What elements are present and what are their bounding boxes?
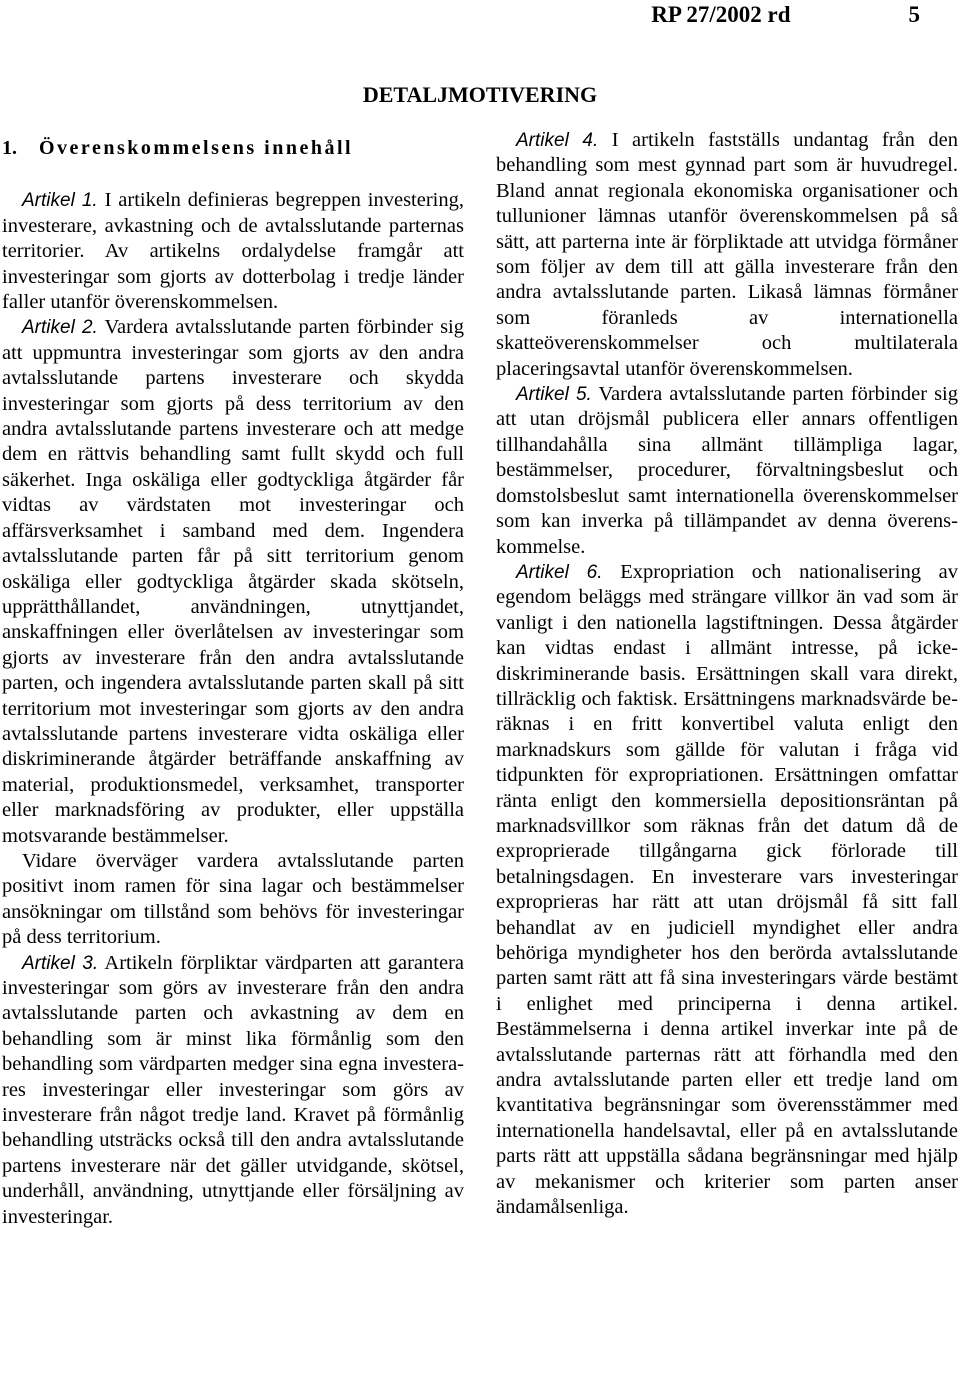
article-label: Artikel 1.: [22, 190, 98, 212]
paragraph-artikel-1: [2, 188, 464, 315]
paragraph-artikel-6: [496, 560, 958, 1221]
paragraph-text: Expropriation och nationalisering av egendom beläggs med strängare villkor än vad som är vanligt i den nationella lagstiftningen. Dessa åtgärder kan vidtas endast i allmänt intresse, på icke-diskriminerande basis. Ersättningen skall vara direkt, tillräcklig och faktisk. Ersättningens marknadsvärde beräknas i en fritt konvertibel valuta enligt den marknadskurs som gällde för valutan i fråga vid tidpunkten för expropriationen. Ersättningen omfattar ränta enligt den kommersiella depositionsräntan på marknadsvillkor som räknas från det datum då de exproprierade tillgångarna gick förlorade till betalningsdagen. En investerare vars investeringar exproprieras har rätt att utan dröjsmål få sitt fall behandlat av en judiciell myndighet eller andra behöriga myndigheter hos den berörda avtalsslutande parten samt rätt att få sina investeringars värde bestämt i enlighet med principerna i denna artikel. Bestämmelserna i denna artikel inverkar inte på de avtalsslutande parternas rätt att förhandla med den andra avtalsslutande parten eller ett tredje land om kvantitativa begränsningar som överensstämmer med internationella handelsavtal, eller på en avtalsslutande parts rätt att uppställa sådana begränsningar med hjälp av mekanismer och kriterier som parten anser ändamålsenliga.: [496, 560, 959, 1219]
right-column: [496, 128, 958, 1220]
document-id: RP 27/2002 rd: [651, 2, 791, 27]
paragraph-text: Vidare överväger vardera avtalsslutande parten positivt inom ramen för sina lagar och bestämmelser ansökningar om tillstånd som behövs för investeringar på dess territorium.: [2, 849, 464, 949]
section-title: Överenskommelsens innehåll: [39, 137, 354, 159]
main-title: DETALJMOTIVERING: [362, 82, 598, 107]
article-label: Artikel 6.: [516, 561, 603, 583]
paragraph-artikel-3: [2, 951, 464, 1230]
paragraph-artikel-4: [496, 128, 958, 382]
paragraph-text: Vardera avtalsslutande parten förbinder sig att utan dröjsmål publicera eller annars offentligen tillhandahålla sina allmänt tillämpliga lagar, bestämmelser, procedurer, förvaltningsbeslut och domstolsbeslut samt internationella överenskommelser som kan inverka på tillämpandet av denna överenskommelse.: [496, 383, 958, 558]
paragraph-artikel-5: [496, 382, 958, 560]
page-number: 5: [908, 2, 920, 27]
article-label: Artikel 5.: [516, 384, 592, 406]
paragraph-vidare: [2, 849, 464, 951]
article-label: Artikel 4.: [516, 130, 599, 151]
section-number: 1.: [2, 137, 17, 159]
section-heading: [2, 136, 464, 161]
paragraph-text: I artikeln definieras begreppen investering, investerare, avkastning och de avtalsslutande parternas territorier. Av artikelns ordalydelse framgår att investeringar som gjorts av dotterbolag i tredje länder faller utanför överenskommelsen.: [2, 189, 464, 314]
article-label: Artikel 3.: [22, 952, 99, 974]
article-label: Artikel 2.: [22, 317, 98, 339]
page-header: [651, 2, 920, 28]
left-column: [2, 128, 464, 1230]
paragraph-text: Artikeln förpliktar värdparten att garantera investeringar som görs av investerare från den andra avtalsslutande parten och avkastning av dem en behandling som är minst lika förmånlig som den behandling som värdparten medger sina egna investerares investeringar eller investeringar som görs av investerare från något tredje land. Kravet på förmånlig behandling utsträcks också till den andra avtalsslutande partens investerare när det gäller utvidgande, skötsel, underhåll, användning, utnyttjande eller försäljning av investeringar.: [2, 951, 465, 1228]
paragraph-text: Vardera avtalsslutande parten förbinder sig att uppmuntra investeringar som gjorts av den andra avtalsslutande partens investerare och skydda investeringar som gjorts på dess territorium av den andra avtalsslutande partens investerare och att medge dem en rättvis behandling samt fullt skydd och full säkerhet. Inga oskäliga eller godtyckliga åtgärder får vidtas av värdstaten mot investeringar och affärsverksamhet i samband med dem. Ingendera avtalsslutande parten får på sitt territorium genom oskäliga eller godtyckliga åtgärder skada skötseln, upprätthållandet, användningen, utnyttjandet, anskaffningen eller överlåtelsen av investeringar som gjorts av investerare från den andra avtalsslutande parten, och ingendera avtalsslutande parten skall på sitt territorium mot investeringar som gjorts av den andra avtalsslutande partens investerare vidta oskäliga eller diskriminerande åtgärder beträffande anskaffning av material, produktionsmedel, verksamhet, transporter eller marknadsföring av produkter, eller uppställa motsvarande bestämmelser.: [2, 316, 464, 847]
paragraph-text: I artikeln fastställs undantag från den behandling som mest gynnad part som är huvudregel. Bland annat regionala ekonomiska organisationer och tullunioner lämnas utanför överenskommelsen på så sätt, att parterna inte är förpliktade att utvidga förmåner som följer av dem till att gälla investerare från den andra avtalsslutande parten. Likaså lämnas förmåner som föranleds av internationella skatteöverenskommelser och multilaterala placeringsavtal utanför överenskommelsen.: [496, 129, 958, 380]
paragraph-artikel-2: [2, 315, 464, 849]
